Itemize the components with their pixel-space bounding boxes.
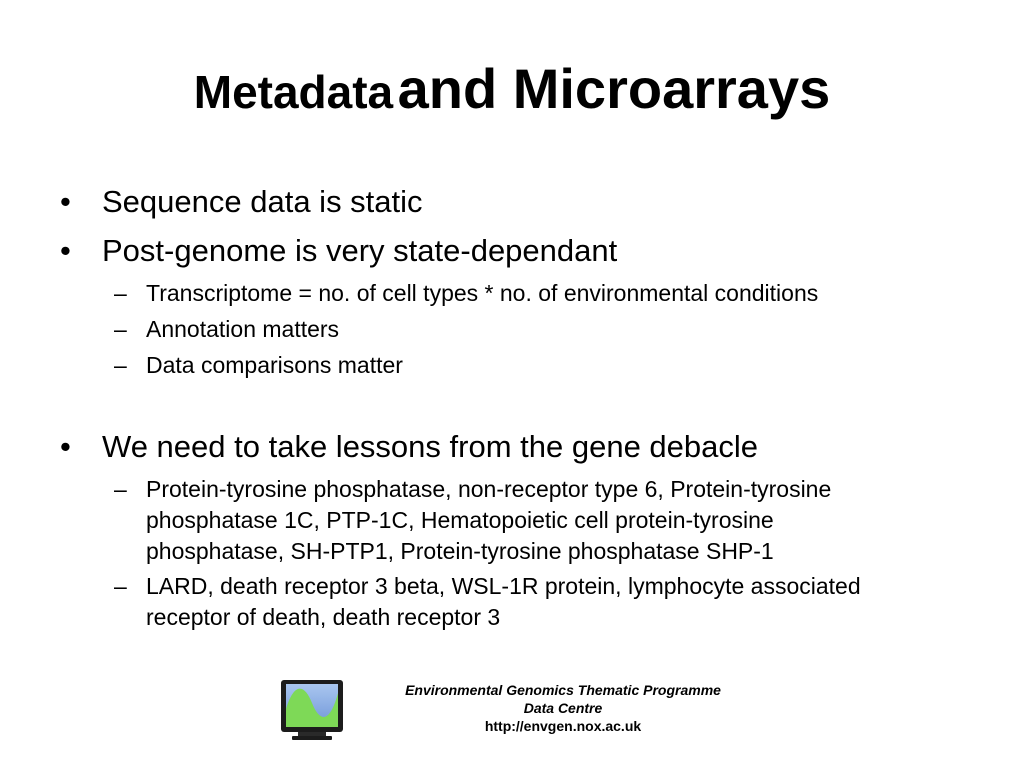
sub-bullet-line: Protein-tyrosine phosphatase, non-receptor type 6, Protein-tyrosine	[146, 476, 832, 502]
dash-icon: –	[114, 352, 127, 378]
title-part-microarrays: and Microarrays	[397, 57, 831, 120]
sub-bullet-line: phosphatase, SH-PTP1, Protein-tyrosine phosphatase SHP-1	[146, 538, 774, 564]
sub-bullet-line: receptor of death, death receptor 3	[146, 604, 501, 630]
dash-icon: –	[114, 316, 127, 342]
dash-icon: –	[114, 280, 127, 306]
slide-title	[0, 58, 1024, 120]
title-part-metadata: Metadata	[193, 66, 394, 118]
footer-text	[363, 681, 763, 735]
footer-data-centre: Data Centre	[523, 700, 603, 716]
sub-bullet-text: Annotation matters	[146, 316, 340, 342]
logo-stand	[298, 732, 326, 736]
sub-bullet-text	[146, 474, 831, 567]
sub-bullet-line: LARD, death receptor 3 beta, WSL-1R protein, lymphocyte associated	[146, 573, 861, 599]
monitor-wave-icon	[280, 679, 344, 741]
footer-url: http://envgen.nox.ac.uk	[484, 718, 642, 734]
sub-bullet-text	[146, 571, 861, 633]
bullet-text: Post-genome is very state-dependant	[102, 233, 618, 268]
dash-icon: –	[114, 573, 127, 599]
sub-bullet-text: Transcriptome = no. of cell types * no. of environmental conditions	[146, 280, 819, 306]
bullet-text: We need to take lessons from the gene debacle	[102, 429, 759, 464]
sub-bullet-line: phosphatase 1C, PTP-1C, Hematopoietic cell protein-tyrosine	[146, 507, 774, 533]
footer-programme-name: Environmental Genomics Thematic Programme	[405, 682, 721, 698]
logo-base	[292, 736, 332, 740]
dash-icon: –	[114, 476, 127, 502]
bullet-dot-icon: •	[60, 233, 71, 268]
bullet-text: Sequence data is static	[102, 184, 423, 219]
sub-bullet-text: Data comparisons matter	[146, 352, 403, 378]
bullet-dot-icon: •	[60, 184, 71, 219]
bullet-dot-icon: •	[60, 429, 71, 464]
